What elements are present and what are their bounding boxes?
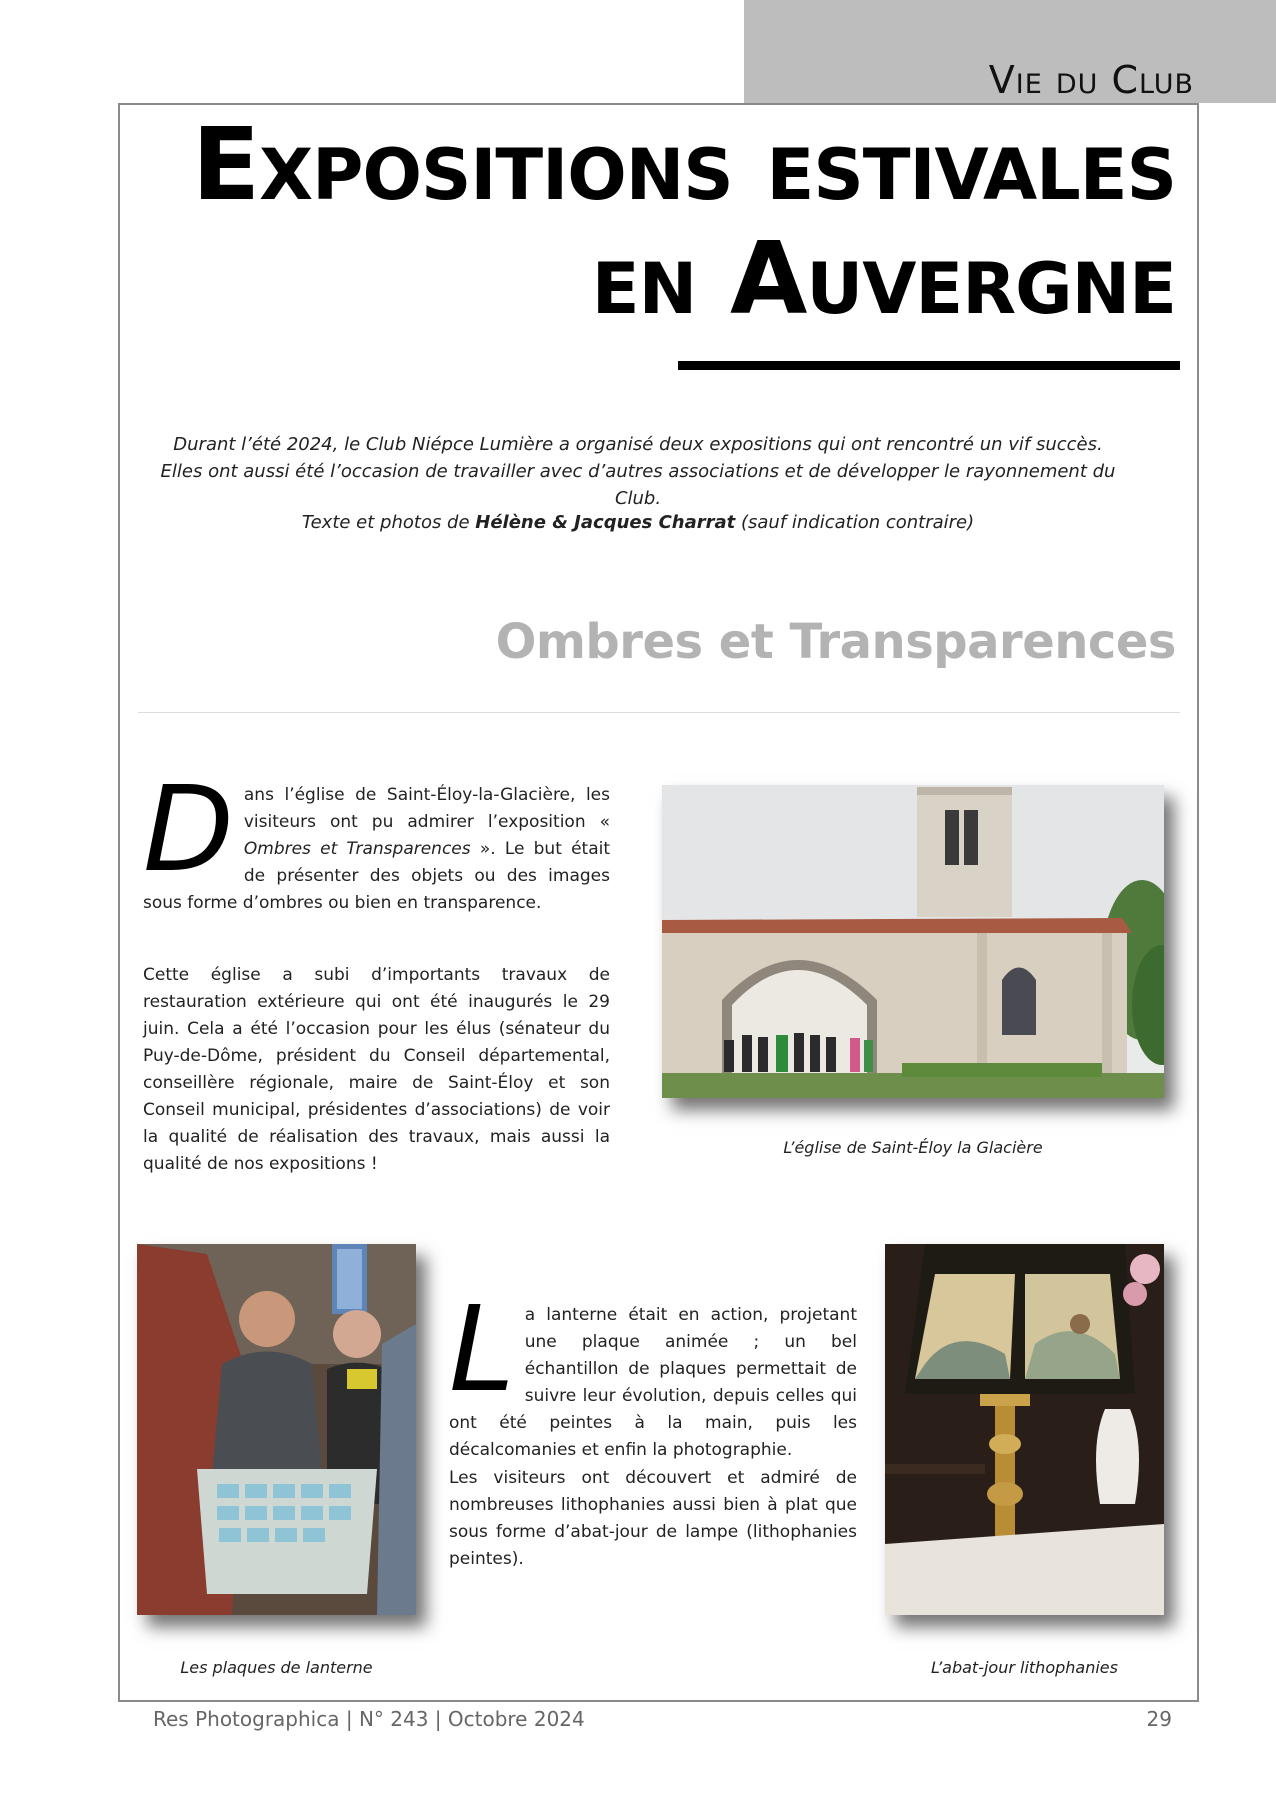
credit-prefix: Texte et photos de (301, 512, 476, 533)
section2-paragraph-2: Les visiteurs ont découvert et admiré de nombreuses lithophanies aussi bien à plat que sous forme d’abat-jour de lampe (lithophanies peintes). (449, 1468, 857, 1569)
section-subtitle: Ombres et Transparences (495, 614, 1176, 670)
intro-line-1: Durant l’été 2024, le Club Niépce Lumière a organisé deux expositions qui ont rencontré un vif succès. (173, 434, 1103, 455)
s1-p1-a: ans l’église de Saint-Éloy-la-Glacière, les visiteurs ont pu admirer l’exposition « (243, 785, 610, 832)
lithophane-lamp-photo (885, 1244, 1164, 1615)
s1-p1-em: Ombres et Transparences (243, 839, 471, 859)
title-underline (678, 361, 1180, 370)
church-photo (662, 785, 1164, 1098)
credit-line (150, 512, 1126, 533)
intro-text (150, 431, 1126, 512)
lantern-plates-photo (137, 1244, 416, 1615)
s1-p1-b: ». Le but était de présenter des objets ou des images sous forme d’ombres ou bien en transparence. (143, 839, 610, 913)
dropcap-d: D (143, 760, 234, 898)
lithophane-lamp-caption: L’abat-jour lithophanies (931, 1658, 1118, 1677)
title-line-2: en Auvergne (591, 220, 1176, 337)
article-title (192, 108, 1176, 336)
title-line-1: Expositions estivales (191, 106, 1176, 223)
intro-line-2: Elles ont aussi été l’occasion de travailler avec d’autres associations et de développer le rayonnement du Club. (160, 461, 1116, 509)
subtitle-divider (138, 712, 1180, 713)
section-label: Vie du Club (988, 58, 1194, 102)
church-photo-caption: L’église de Saint-Éloy la Glacière (783, 1138, 1043, 1157)
lantern-plates-caption: Les plaques de lanterne (180, 1658, 373, 1677)
s2-p1: a lanterne était en action, projetant une plaque animée ; un bel échantillon de plaques permettait de suivre leur évolution, depuis celles qui ont été peintes à la main, puis les décalcomanies et enfin la photographie. (449, 1305, 857, 1460)
footer-page-number: 29 (1146, 1707, 1172, 1731)
section1-paragraph-2: Cette église a subi d’importants travaux de restauration extérieure qui ont été inaugurés le 29 juin. Cela a été l’occasion pour les élus (sénateur du Puy-de-Dôme, président du Conseil départemental, conseillère régionale, maire de Saint-Éloy et son Conseil municipal, présidentes d’associations) de voir la qualité de réalisation des travaux, mais aussi la qualité de nos expositions ! (143, 965, 610, 1174)
dropcap-l: L (449, 1280, 515, 1418)
credit-authors: Hélène & Jacques Charrat (475, 512, 736, 533)
section2-paragraph-1 (449, 1280, 857, 1464)
footer-publication: Res Photographica | N° 243 | Octobre 2024 (153, 1707, 585, 1731)
credit-suffix: (sauf indication contraire) (735, 512, 975, 533)
section1-paragraph-1 (143, 760, 610, 917)
